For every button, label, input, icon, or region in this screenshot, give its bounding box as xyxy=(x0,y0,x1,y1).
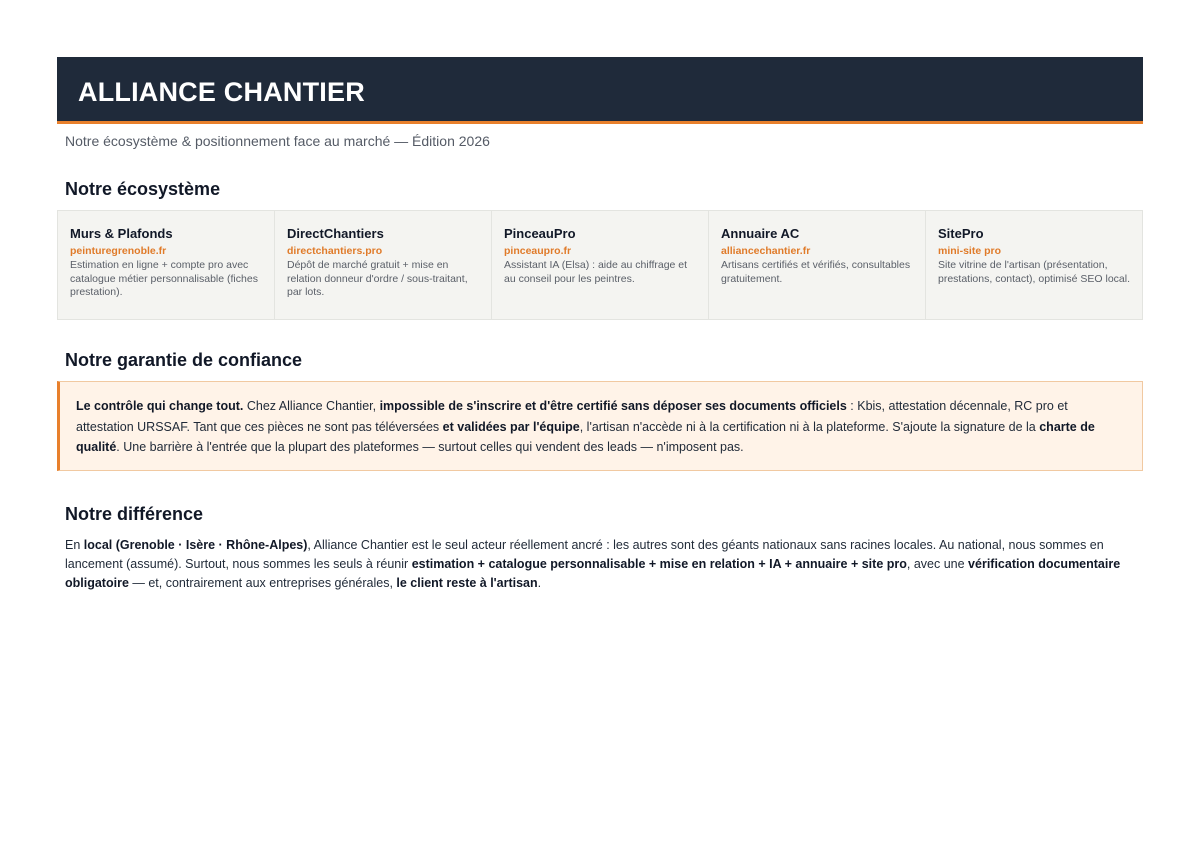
ecosystem-card-name: Annuaire AC xyxy=(721,226,800,241)
header-banner xyxy=(57,57,1143,124)
trust-callout xyxy=(57,381,1143,471)
trust-text-bold: Le contrôle qui change tout. xyxy=(76,399,244,413)
ecosystem-card-site: directchantiers.pro xyxy=(287,245,383,257)
trust-text: . Une barrière à l'entrée que la plupart des plateformes — surtout celles qui vendent des leads — n'imposent pas. xyxy=(116,440,744,454)
difference-text: , avec une xyxy=(906,557,969,571)
ecosystem-card-name: Murs & Plafonds xyxy=(70,226,173,241)
ecosystem-card-murs-plafonds xyxy=(58,211,274,319)
trust-text-bold: charte de qualité xyxy=(76,419,1095,454)
ecosystem-heading: Notre écosystème xyxy=(65,179,221,199)
page-title: ALLIANCE CHANTIER xyxy=(78,77,365,107)
ecosystem-card-description: Assistant IA (Elsa) : aide au chiffrage et au conseil pour les peintres. xyxy=(504,259,688,285)
ecosystem-card-description: Site vitrine de l'artisan (présentation, prestations, contact), optimisé SEO local. xyxy=(938,259,1130,285)
ecosystem-card-annuaire-ac xyxy=(709,211,925,319)
page-subtitle: Notre écosystème & positionnement face au marché — Édition 2026 xyxy=(65,133,490,149)
difference-text: En xyxy=(65,538,84,552)
difference-text-bold: vérification documentaire obligatoire xyxy=(65,557,1121,590)
ecosystem-card-name: SitePro xyxy=(938,226,984,241)
ecosystem-card-directchantiers xyxy=(275,211,491,319)
ecosystem-card-site: pinceaupro.fr xyxy=(504,245,572,257)
difference-text: — et, contrairement aux entreprises générales, xyxy=(128,576,397,590)
ecosystem-card-sitepro xyxy=(926,211,1142,319)
ecosystem-card-name: PinceauPro xyxy=(504,226,576,241)
ecosystem-card-description: Estimation en ligne + compte pro avec catalogue métier personnalisable (fiches prestation). xyxy=(70,259,258,298)
ecosystem-card-site: mini-site pro xyxy=(938,245,1002,257)
ecosystem-card-name: DirectChantiers xyxy=(287,226,384,241)
difference-text: . xyxy=(537,576,542,590)
ecosystem-card-site: alliancechantier.fr xyxy=(721,245,811,257)
difference-heading: Notre différence xyxy=(65,504,204,524)
trust-text-bold: et validées par l'équipe xyxy=(442,419,580,434)
ecosystem-grid xyxy=(57,210,1143,320)
trust-text-bold: impossible de s'inscrire et d'être certifié sans déposer ses documents officiels xyxy=(379,399,847,413)
trust-text: , l'artisan n'accède ni à la certification ni à la plateforme. S'ajoute la signature de la xyxy=(579,419,1040,434)
trust-text: Chez Alliance Chantier, xyxy=(243,399,380,413)
difference-text: , Alliance Chantier est le seul acteur réellement ancré : les autres sont des géants nationaux sans racines locales. Au national, nous sommes en lancement (assumé). Surtout, nous sommes les seuls à réunir xyxy=(65,538,1104,571)
ecosystem-card-description: Artisans certifiés et vérifiés, consultables gratuitement. xyxy=(721,259,911,285)
trust-text: : Kbis, attestation décennale, RC pro et attestation URSSAF. Tant que ces pièces ne sont pas téléversées xyxy=(76,399,1068,434)
difference-text-bold: estimation + catalogue personnalisable + mise en relation + IA + annuaire + site pro xyxy=(411,557,907,571)
ecosystem-card-site: peinturegrenoble.fr xyxy=(70,245,167,257)
difference-text-bold: le client reste à l'artisan xyxy=(396,576,538,590)
ecosystem-card-description: Dépôt de marché gratuit + mise en relation donneur d'ordre / sous-traitant, par lots. xyxy=(287,259,468,298)
difference-text-bold: local (Grenoble · Isère · Rhône-Alpes) xyxy=(83,538,308,552)
ecosystem-card-pinceaupro xyxy=(492,211,708,319)
difference-paragraph xyxy=(65,536,1135,593)
trust-heading: Notre garantie de confiance xyxy=(65,350,303,370)
